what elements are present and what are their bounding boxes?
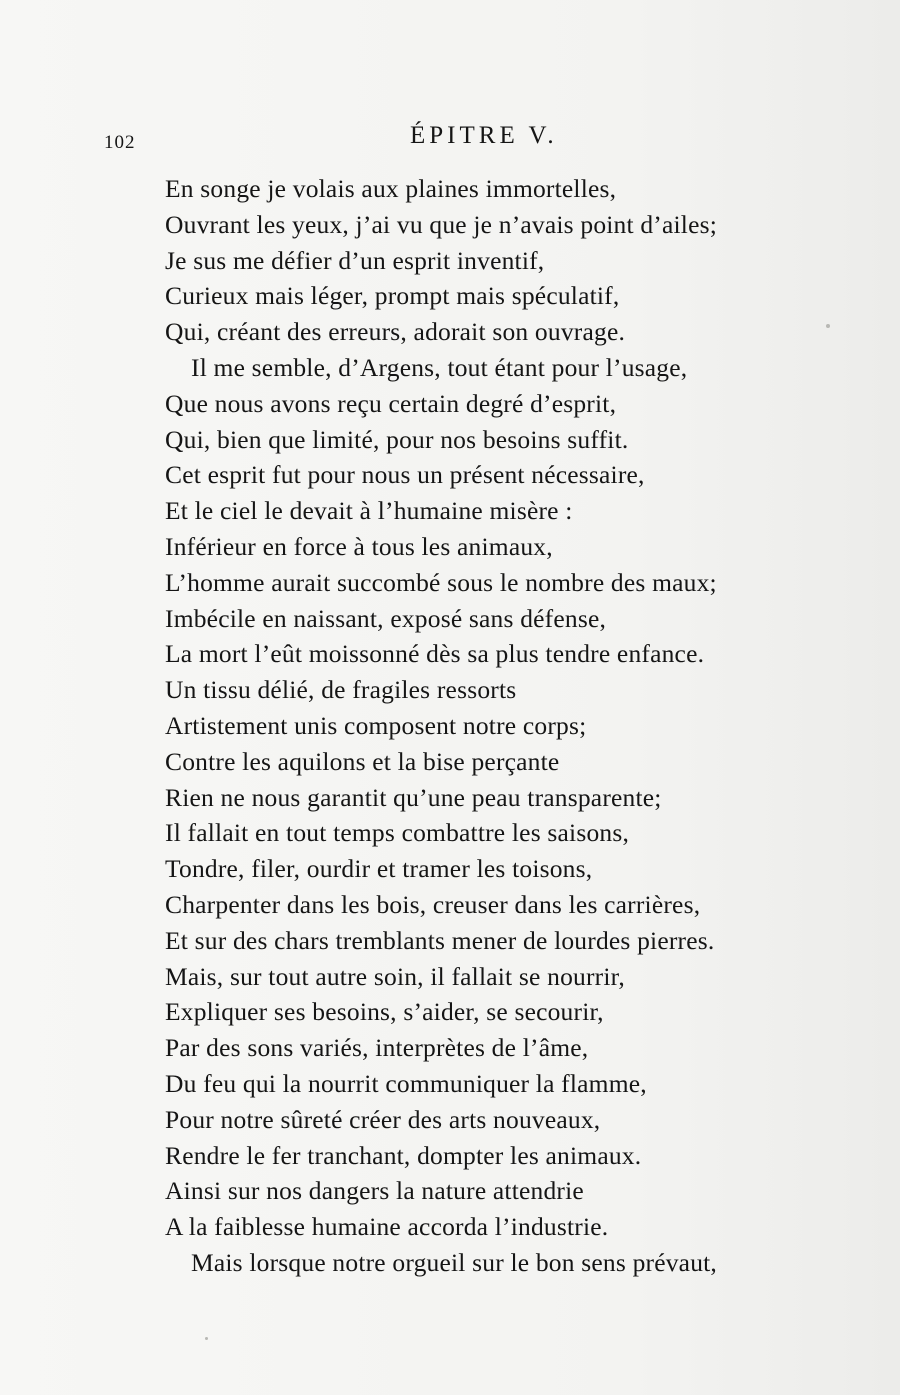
verse-line: Pour notre sûreté créer des arts nouveaux,	[165, 1104, 601, 1134]
verse-line: Tondre, filer, ourdir et tramer les toisons,	[165, 854, 593, 884]
verse-line: Inférieur en force à tous les animaux,	[165, 531, 553, 561]
verse-line: L’homme aurait succombé sous le nombre des maux;	[165, 567, 717, 597]
verse-line: Imbécile en naissant, exposé sans défense,	[165, 603, 607, 633]
verse-line: Mais lorsque notre orgueil sur le bon sens prévaut,	[191, 1247, 718, 1277]
page-number: 102	[104, 132, 136, 153]
running-title: ÉPITRE V.	[410, 122, 558, 149]
verse-line: Ainsi sur nos dangers la nature attendrie	[165, 1176, 584, 1206]
paper-speck	[826, 324, 830, 328]
verse-line: Contre les aquilons et la bise perçante	[165, 746, 560, 776]
verse-line: Et le ciel le devait à l’humaine misère :	[165, 496, 573, 526]
verse-line: Curieux mais léger, prompt mais spéculatif,	[165, 281, 620, 311]
verse-line: Expliquer ses besoins, s’aider, se secourir,	[165, 997, 604, 1027]
verse-line: Je sus me défier d’un esprit inventif,	[165, 245, 545, 275]
verse-line: La mort l’eût moissonné dès sa plus tendre enfance.	[165, 639, 705, 669]
verse-line: Par des sons variés, interprètes de l’âme,	[165, 1033, 589, 1063]
verse-line: Rien ne nous garantit qu’une peau transparente;	[165, 782, 662, 812]
verse-line: Artistement unis composent notre corps;	[165, 710, 587, 740]
running-head	[0, 120, 900, 160]
paper-speck	[205, 1337, 208, 1340]
verse-line: En songe je volais aux plaines immortelles,	[165, 174, 617, 203]
verse-line: Cet esprit fut pour nous un présent nécessaire,	[165, 460, 645, 490]
verse-line: A la faiblesse humaine accorda l’industrie.	[165, 1212, 609, 1242]
verse-line: Mais, sur tout autre soin, il fallait se nourrir,	[165, 961, 625, 991]
verse-line: Qui, bien que limité, pour nos besoins suffit.	[165, 424, 629, 454]
verse-line: Que nous avons reçu certain degré d’esprit,	[165, 388, 617, 418]
verse-line: Et sur des chars tremblants mener de lourdes pierres.	[165, 925, 715, 955]
verse-line: Il me semble, d’Argens, tout étant pour l’usage,	[191, 352, 688, 382]
verse-line: Il fallait en tout temps combattre les saisons,	[165, 818, 630, 848]
verse-line: Ouvrant les yeux, j’ai vu que je n’avais point d’ailes;	[165, 209, 718, 239]
verse-line: Un tissu délié, de fragiles ressorts	[165, 675, 517, 705]
verse-line: Charpenter dans les bois, creuser dans les carrières,	[165, 889, 701, 919]
verse-line: Du feu qui la nourrit communiquer la flamme,	[165, 1068, 647, 1098]
verse-line: Rendre le fer tranchant, dompter les animaux.	[165, 1140, 642, 1170]
poem-text	[165, 171, 865, 1281]
verse-line: Qui, créant des erreurs, adorait son ouvrage.	[165, 317, 626, 347]
